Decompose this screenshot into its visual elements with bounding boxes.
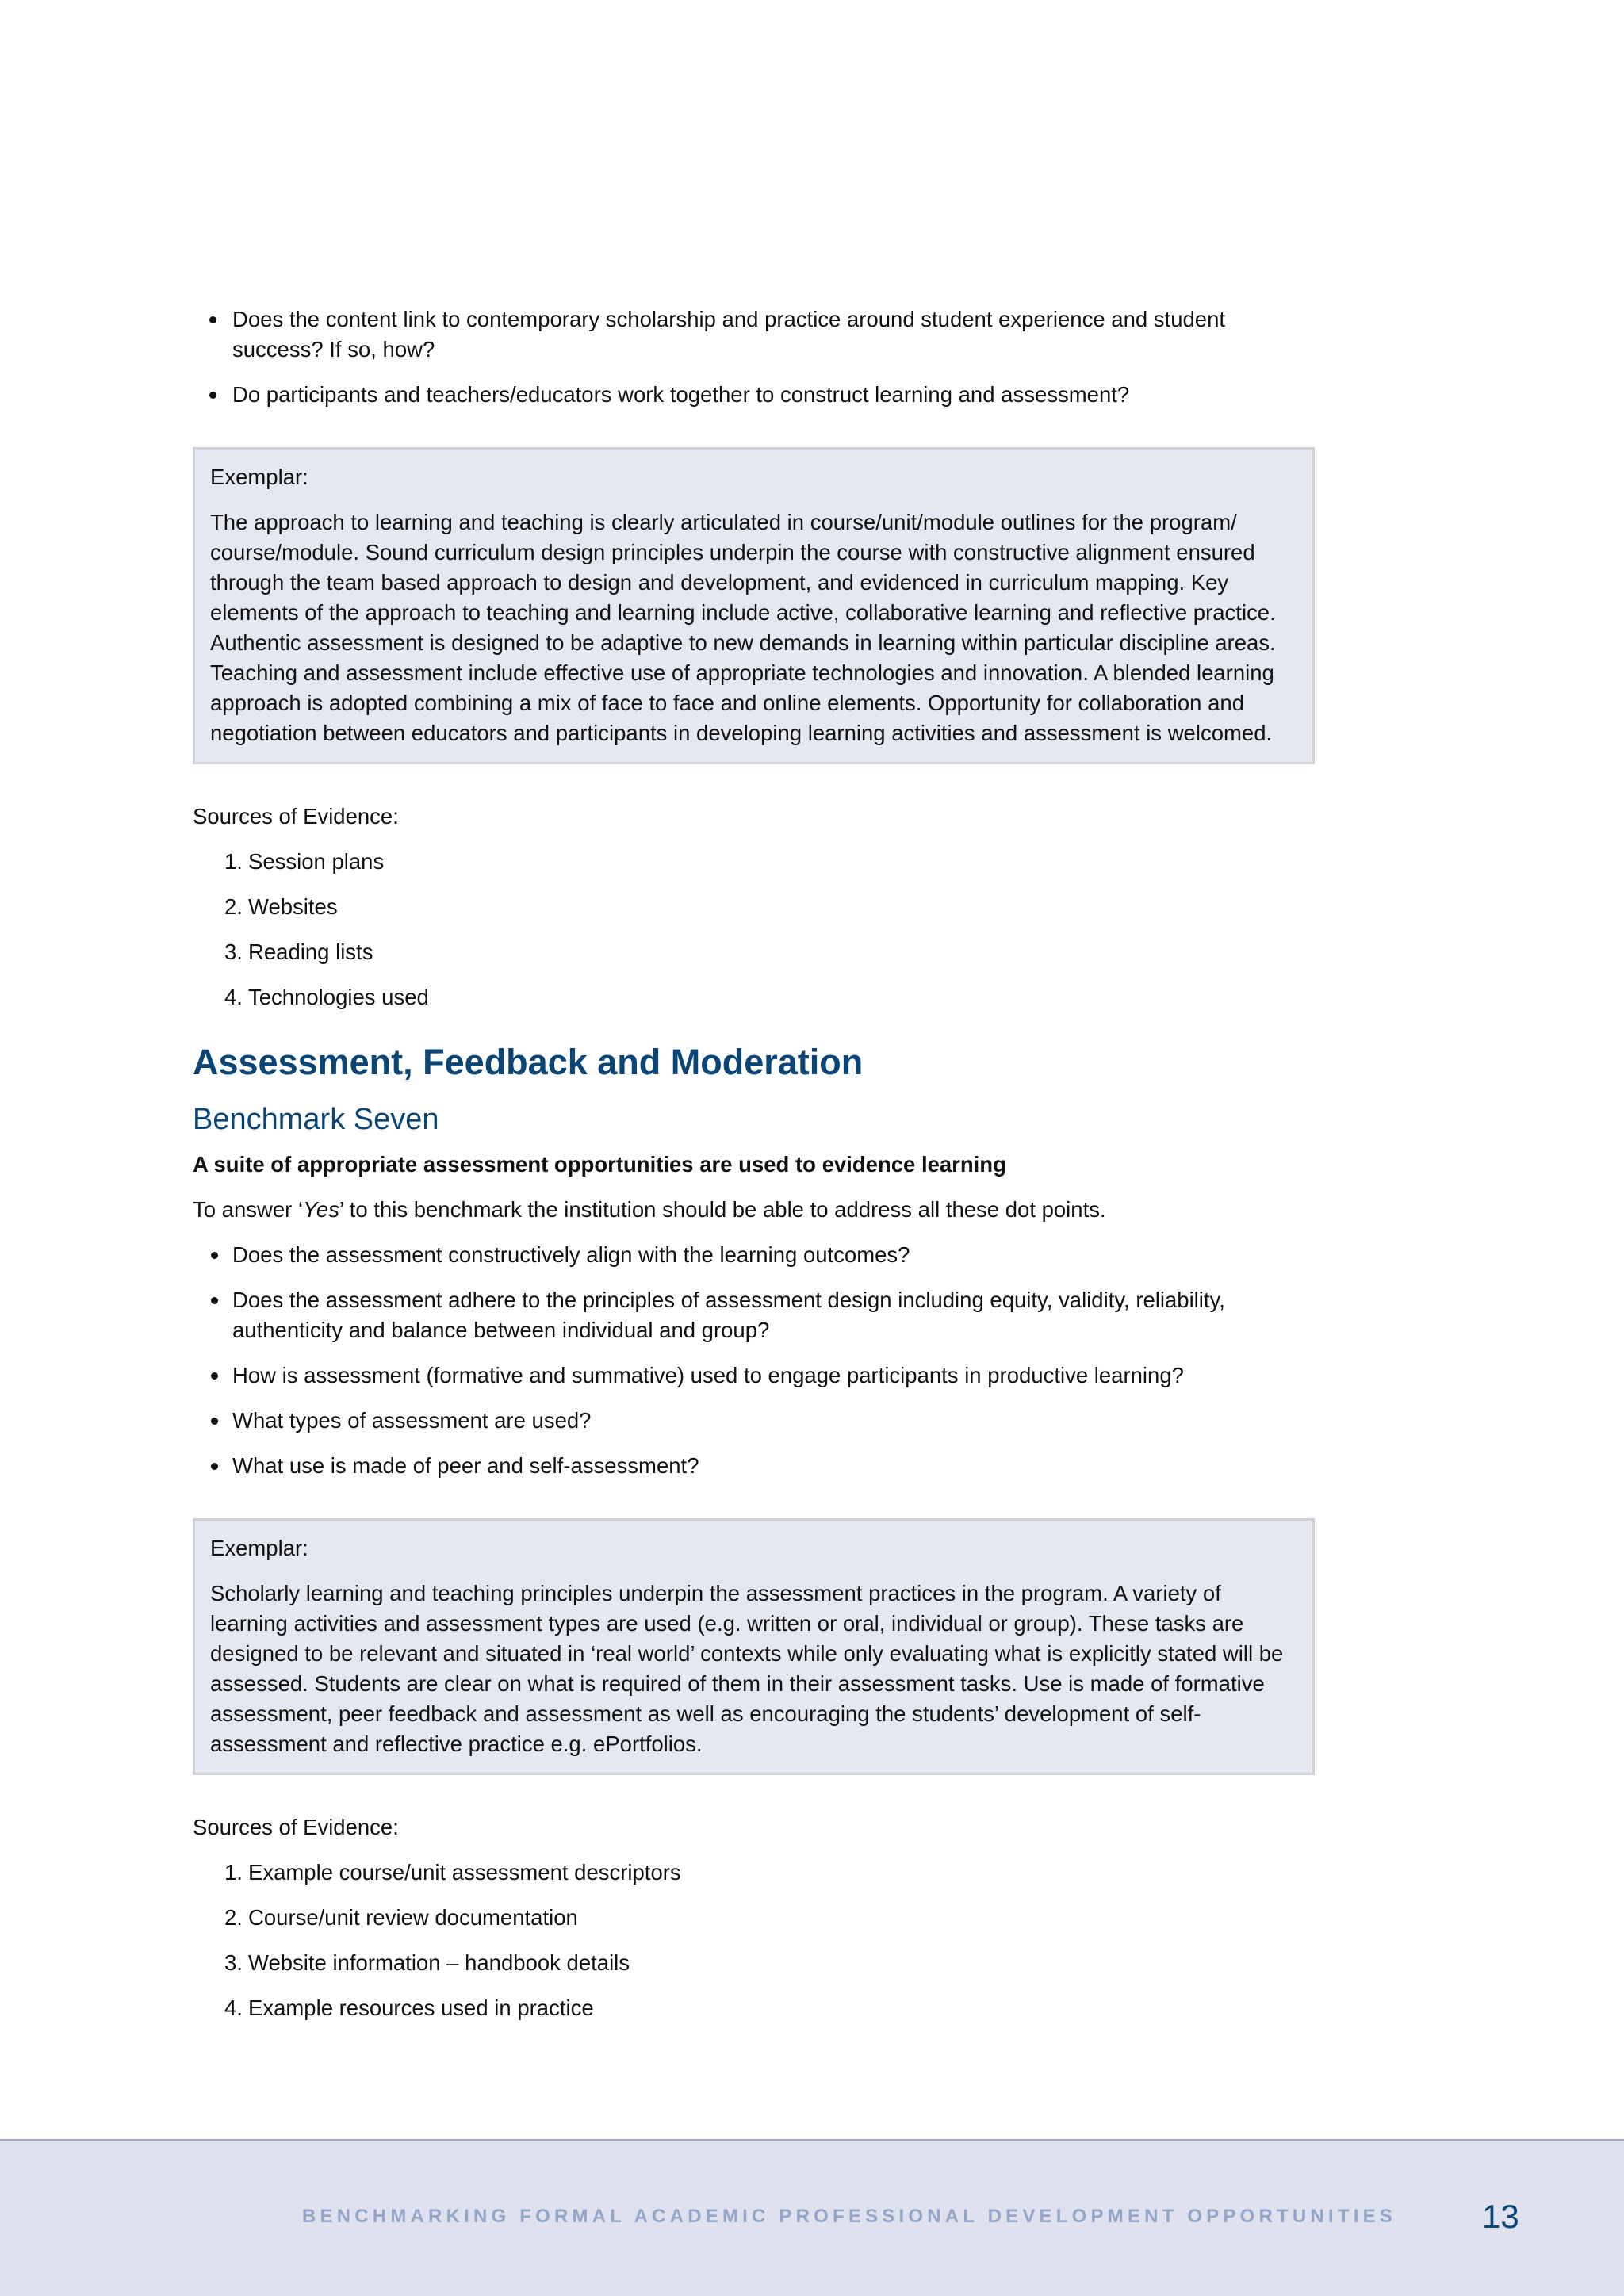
intro-bullet-list	[193, 304, 1315, 410]
footer-title: BENCHMARKING FORMAL ACADEMIC PROFESSIONAL DEVELOPMENT OPPORTUNITIES	[301, 2206, 1396, 2227]
list-text: Session plans	[248, 849, 385, 874]
instruction-yes: Yes	[303, 1197, 339, 1222]
exemplar-label: Exemplar:	[210, 1536, 308, 1560]
list-text: Websites	[248, 894, 338, 919]
sources-list	[193, 1858, 1315, 2023]
page-footer	[0, 2139, 1624, 2296]
benchmark-statement: A suite of appropriate assessment opportunities are used to evidence learning	[193, 1152, 1006, 1177]
section-heading: Assessment, Feedback and Moderation	[193, 1042, 864, 1082]
list-item	[193, 1858, 1315, 1888]
exemplar-box	[193, 447, 1315, 764]
list-item: Do participants and teachers/educators work together to construct learning and assessment?	[193, 380, 1315, 410]
list-number: 2.	[224, 894, 243, 919]
instruction-prefix: To answer ‘	[193, 1197, 304, 1222]
list-number: 4.	[224, 985, 243, 1009]
list-text: Reading lists	[248, 939, 373, 964]
benchmark-heading: Benchmark Seven	[193, 1103, 439, 1136]
list-text: Website information – handbook details	[248, 1950, 630, 1975]
sources-label: Sources of Evidence:	[193, 1815, 399, 1839]
list-number: 2.	[224, 1905, 243, 1930]
exemplar-label: Exemplar:	[210, 465, 308, 489]
page-number: 13	[1482, 2198, 1519, 2235]
list-number: 3.	[224, 939, 243, 964]
list-number: 3.	[224, 1950, 243, 1975]
exemplar-box	[193, 1518, 1315, 1775]
sources-label: Sources of Evidence:	[193, 804, 399, 828]
list-text: Technologies used	[248, 985, 429, 1009]
list-item	[193, 937, 1315, 967]
list-item	[193, 1993, 1315, 2023]
instruction-suffix: ’ to this benchmark the institution should be able to address all these dot points.	[339, 1197, 1106, 1222]
list-item: Does the assessment adhere to the principles of assessment design including equity, validity, reliability, authenticity and balance between individual and group?	[193, 1285, 1315, 1345]
list-number: 1.	[224, 1860, 243, 1885]
list-number: 1.	[224, 849, 243, 874]
list-text: Example resources used in practice	[248, 1996, 594, 2020]
list-text: Course/unit review documentation	[248, 1905, 578, 1930]
list-item	[193, 1948, 1315, 1978]
benchmark-bullet-list	[193, 1240, 1315, 1481]
list-item	[193, 1903, 1315, 1933]
list-item: What use is made of peer and self-assessment?	[193, 1451, 1315, 1481]
page-content	[193, 304, 1315, 2038]
list-item: Does the content link to contemporary scholarship and practice around student experience and student success? If so, how?	[193, 304, 1315, 365]
list-text: Example course/unit assessment descriptors	[248, 1860, 681, 1885]
list-number: 4.	[224, 1996, 243, 2020]
list-item	[193, 982, 1315, 1012]
list-item	[193, 892, 1315, 922]
benchmark-instruction	[193, 1195, 1315, 1225]
exemplar-text: Scholarly learning and teaching principles underpin the assessment practices in the program. A variety of learning activities and assessment types are used (e.g. written or oral, individual or group). These tasks are designed to be relevant and situated in ‘real world’ contexts while only evaluating what is explicitly stated will be assessed. Students are clear on what is required of them in their assessment tasks. Use is made of formative assessment, peer feedback and assessment as well as encouraging the students’ development of self-assessment and reflective practice e.g. ePortfolios.	[210, 1581, 1284, 1756]
list-item: How is assessment (formative and summative) used to engage participants in productive learning?	[193, 1360, 1315, 1391]
sources-list	[193, 847, 1315, 1012]
list-item: What types of assessment are used?	[193, 1406, 1315, 1436]
list-item	[193, 847, 1315, 877]
list-item: Does the assessment constructively align with the learning outcomes?	[193, 1240, 1315, 1270]
exemplar-text: The approach to learning and teaching is clearly articulated in course/unit/module outlines for the program/ course/module. Sound curriculum design principles underpin the course with constructive alignment ensured through the team based approach to design and development, and evidenced in curriculum mapping. Key elements of the approach to teaching and learning include active, collaborative learning and reflective practice. Authentic assessment is designed to be adaptive to new demands in learning within particular discipline areas. Teaching and assessment include effective use of appropriate technologies and innovation. A blended learning approach is adopted combining a mix of face to face and online elements. Opportunity for collaboration and negotiation between educators and participants in developing learning activities and assessment is welcomed.	[210, 510, 1276, 745]
